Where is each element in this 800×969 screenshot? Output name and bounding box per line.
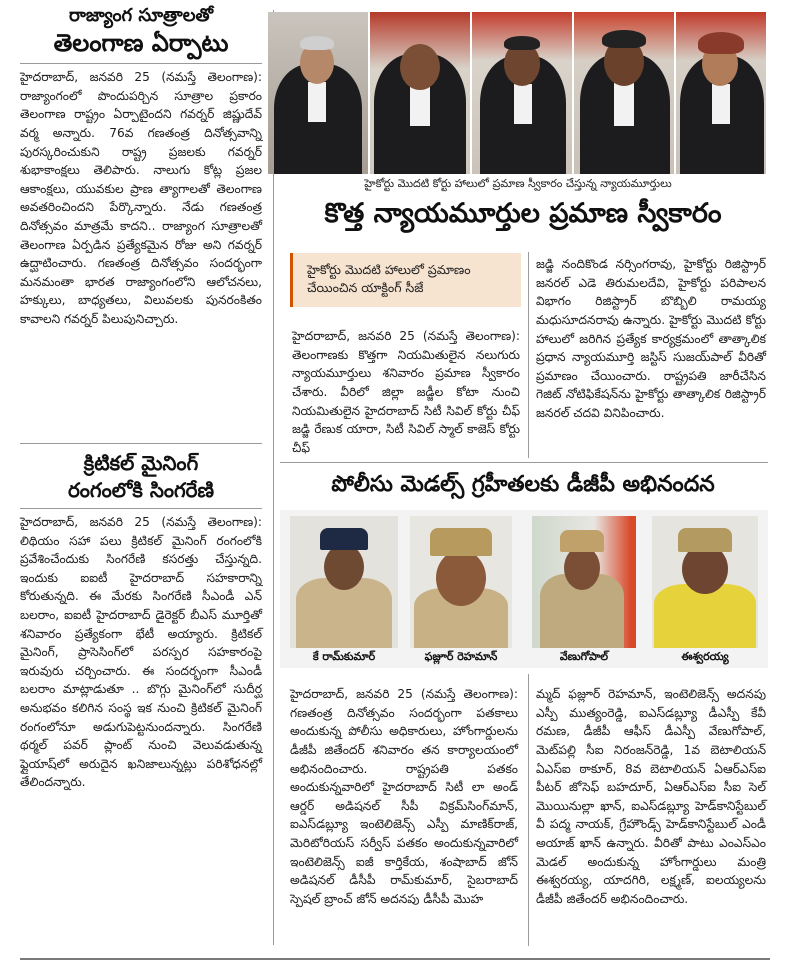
headline-governor-line2: తెలంగాణ ఏర్పాటు [53, 28, 229, 57]
column-divider [528, 252, 529, 458]
body-police-right: మ్మద్ ఫజ్లూర్ రెహమాన్, ఇంటెలిజెన్స్ అదనపు ఎస్పీ ముత్యంరెడ్డి, ఐఎస్‌డబ్ల్యూ డీఎస్పీ కేవీ రమణ, డీజీపీ ఆఫీస్ డీఎస్పీ వేణుగోపాల్, మెట్‌పల్లి సీఐ నిరంజన్‌రెడ్డి, 1వ బెటాలియన్ ఏఎస్ఐ ఠాకూర్, 8వ బెటాలియన్ ఏఆర్ఎస్ఐ పీటర్ జోసెఫ్ బహదూర్, ఏఆర్ఎస్ఐ సీఐ సెల్ మొయినుల్లా ఖాన్, ఐఎస్‌డబ్ల్యూ హెడ్‌కానిస్టేబుల్ వీ పద్మ నాయక్, గ్రేహౌండ్స్ హెడ్‌కానిస్టేబుల్ ఎండీ అయాజ్ ఖాన్ ఉన్నారు. వీరితో పాటు ఎంఎస్ఎం మెడల్ అందుకున్న హోంగార్డులు మంత్రి ఈశ్వరయ్య, యాదగిరి, లక్ష్మణ్, ఐలయ్యలను డీజీపీ జితేందర్ అభినందించారు. [536, 687, 766, 906]
body-police-left: హైదరాబాద్, జనవరి 25 (నమస్తే తెలంగాణ): గణతంత్ర దినోత్సవం సందర్భంగా పతకాలు అందుకున్న పోలీసు అధికారులు, హోంగార్డులను డీజీపీ జితేందర్ శనివారం తన కార్యాలయంలో అభినందించారు. రాష్ట్రపతి పతకం అందుకున్నవారిలో హైదరాబాద్ సిటీ లా అండ్ ఆర్డర్ అడిషనల్ సీపీ విక్రమ్‌సింగ్‌మాన్, ఐఎస్‌డబ్ల్యూ ఇంటెలిజెన్స్ ఎస్పీ మాణిక్‌రాజ్, మెరిటోరియస్ సర్వీస్ పతకం అందుకున్నవారిలో ఇంటెలిజెన్స్ ఐజీ కార్తికేయ, శంషాబాద్ జోన్ అడిషనల్ డీసీపీ రామ్‌కుమార్, సైబరాబాద్ స్పెషల్ బ్రాంచ్ జోన్ అదనపు డీసీపీ మొహ [290, 687, 518, 906]
officer-photo-2 [410, 516, 512, 648]
officer-name-4: ఈశ్వరయ్య [681, 650, 729, 663]
judges-highlight-box [290, 253, 521, 307]
judges-photo-caption: హైకోర్టు మొదటి కోర్టు హాలులో ప్రమాణ స్వీకారం చేస్తున్న న్యాయమూర్తులు [364, 177, 672, 190]
page-bottom-rule [20, 958, 770, 960]
highlight-text: హైకోర్టు మొదటి హాలులో ప్రమాణం చేయించిన యాక్టింగ్ సీజే [307, 262, 471, 295]
headline-singareni-line2: రంగంలోకి సింగరేణి [67, 478, 215, 502]
officer-name-2: ఫజ్లూర్ రెహమాన్ [424, 650, 498, 663]
article-governor [20, 6, 262, 329]
divider [20, 63, 262, 64]
column-divider [528, 674, 529, 946]
officer-name-3: వేణుగోపాల్ [559, 650, 609, 663]
officer-photo-4 [652, 516, 758, 648]
body-governor: హైదరాబాద్, జనవరి 25 (నమస్తే తెలంగాణ): రాజ్యాంగంలో పొందుపర్చిన సూత్రాల ప్రకారం తెలంగాణ రాష్ట్రం ఏర్పాటైందని గవర్నర్ జిష్ణుదేవ్ వర్మ అన్నారు. 76వ గణతంత్ర దినోత్సవాన్ని పురస్కరించుకుని రాష్ట్ర ప్రజలకు గవర్నర్ శుభాకాంక్షలు తెలిపారు. నాలుగు కోట్ల ప్రజల ఆకాంక్షలు, యువకుల ప్రాణ త్యాగాలతో తెలంగాణ అవతరించిందని పేర్కొన్నారు. నేడు గణతంత్ర దినోత్సవం మాత్రమే కాదని.. రాజ్యాంగ సూత్రాలతో తెలంగాణ ఏర్పడిన ప్రత్యేకమైన రోజు అని గవర్నర్ ఉద్ఘాటించారు. గణతంత్ర దినోత్సవం సందర్భంగా మనమంతా భారత రాజ్యాంగంలోని ఆలోచనలు, హక్కులు, బాధ్యతలు, విలువలకు పునరంకితం కావాలని గవర్నర్ పిలుపునిచ్చారు. [20, 70, 262, 326]
judges-photo-strip [268, 12, 766, 174]
judge-photo-5 [676, 12, 766, 174]
officer-photo-3 [532, 516, 636, 648]
body-judges-right: జడ్జి నందికొండ నర్సింగరావు, హైకోర్టు రిజిస్ట్రార్ జనరల్ ఎడె తిరుమలదేవి, హైకోర్టు పరిపాలన విభాగం రిజిస్ట్రార్ బొబ్బిలి రామయ్య మధుసూదనరావు ఉన్నారు. హైకోర్టు మొదటి కోర్టు హాలులో జరిగిన ప్రత్యేక కార్యక్రమంలో తాత్కాలిక ప్రధాన న్యాయమూర్తి జస్టిస్ సుజయ్‌పాల్ వీరితో ప్రమాణం చేయించారు. రాష్ట్రపతి జారీచేసిన గెజిట్ నోటిఫికేషన్‌ను హైకోర్టు తాత్కాలిక రిజిస్ట్రార్ జనరల్ చదవి వినిపించారు. [536, 257, 766, 420]
police-photo-strip [280, 510, 768, 668]
divider [280, 462, 768, 463]
officer-photo-1 [290, 516, 398, 648]
divider [20, 443, 262, 444]
headline-governor-line1: రాజ్యాంగ సూత్రాలతో [68, 5, 214, 26]
body-judges-left: హైదరాబాద్, జనవరి 25 (నమస్తే తెలంగాణ): తెలంగాణకు కొత్తగా నియమితులైన నలుగురు న్యాయమూర్తులు శనివారం ప్రమాణ స్వీకారం చేశారు. వీరిలో జిల్లా జడ్జీల కోటా నుంచి నియమితులైన హైదరాబాద్ సిటీ సివిల్ కోర్టు చీఫ్ జడ్జి రేణుక యారా, సిటీ సివిల్ స్మాల్ కాజెస్ కోర్టు చీఫ్ [292, 329, 520, 455]
divider [20, 508, 262, 509]
judge-photo-1 [268, 12, 368, 174]
judge-photo-4 [574, 12, 674, 174]
judge-photo-3 [472, 12, 572, 174]
headline-singareni-line1: క్రిటికల్ మైనింగ్ [83, 451, 199, 475]
judge-photo-2 [370, 12, 470, 174]
headline-judges: కొత్త న్యాయమూర్తుల ప్రమాణ స్వీకారం [324, 198, 722, 229]
headline-police: పోలీసు మెడల్స్ గ్రహీతలకు డీజీపీ అభినందన [331, 472, 715, 497]
article-singareni [20, 452, 262, 792]
officer-name-1: కే రామ్‌కుమార్ [312, 650, 376, 663]
body-singareni: హైదరాబాద్, జనవరి 25 (నమస్తే తెలంగాణ): లిథియం సహా పలు క్రిటికల్ మైనింగ్ రంగంలోకి ప్రవేశించేందుకు సింగరేణి కసరత్తు చేస్తున్నది. ఇందుకు ఐఐటీ హైదరాబాద్ సహకారాన్ని కోరుతున్నది. ఈ మేరకు సింగరేణి సీఎండీ ఎన్ బలరాం, ఐఐటీ హైదరాబాద్ డైరెక్టర్ బీఎస్ మూర్తితో శనివారం ప్రత్యేకంగా భేటీ అయ్యారు. క్రిటికల్ మైనింగ్, ప్రాసెసింగ్‌లో పరస్పర సహకారంపై ఇరువురు చర్చించారు. ఈ సందర్భంగా సీఎండీ బలరాం మాట్లాడుతూ .. బొగ్గు మైనింగ్‌లో సుదీర్ఘ అనుభవం కలిగిన సంస్థ ఇక నుంచి క్రిటికల్ మైనింగ్ రంగంలోనూ అడుగుపెట్టనుందన్నారు. సింగరేణి థర్మల్ పవర్ ప్లాంట్ నుంచి వెలువడుతున్న ఫ్లైయాష్‌లో అరుదైన ఖనిజాలున్నట్లు పరిశోధనల్లో తేలిందన్నారు. [20, 515, 262, 790]
